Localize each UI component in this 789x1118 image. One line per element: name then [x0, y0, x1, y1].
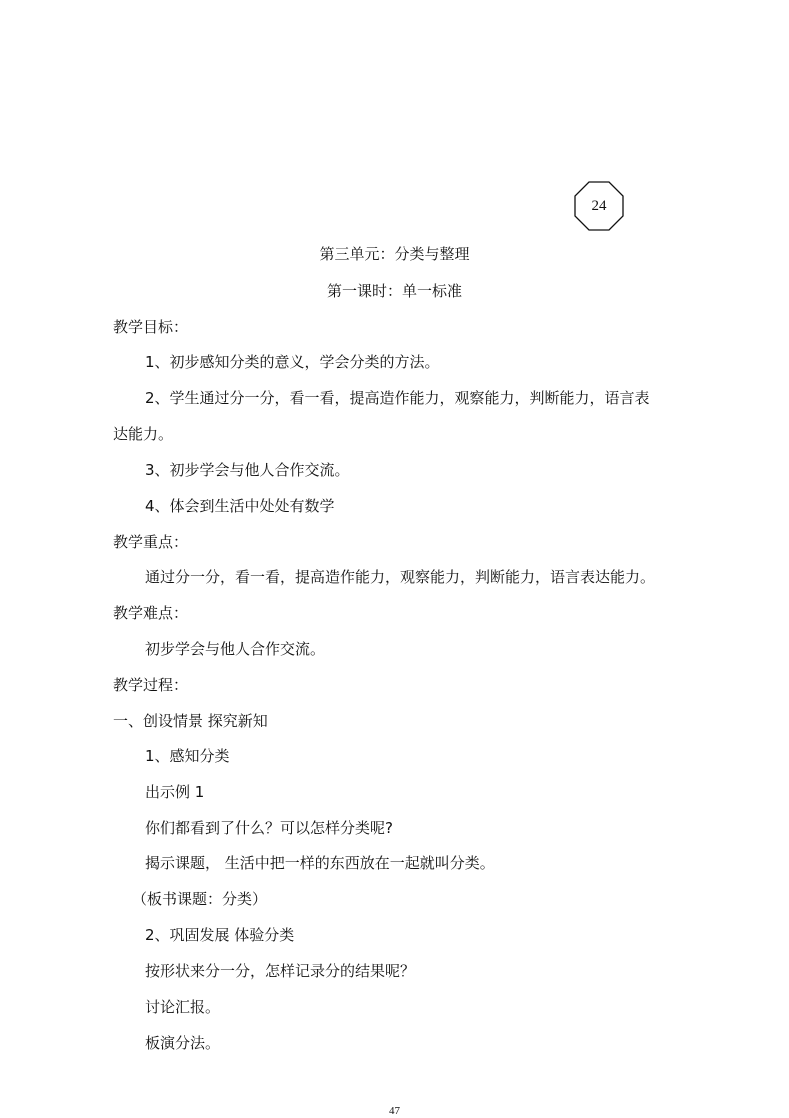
- key-points-heading: 教学重点：: [113, 533, 189, 551]
- process-line: （板书课题：分类）: [132, 890, 268, 908]
- process-line: 板演分法。: [145, 1034, 221, 1052]
- process-line: 2、巩固发展 体验分类: [145, 926, 295, 944]
- difficulties-text: 初步学会与他人合作交流。: [145, 640, 326, 658]
- process-line: 出示例 1: [145, 783, 205, 801]
- objective-item: 1、初步感知分类的意义，学会分类的方法。: [145, 353, 440, 371]
- lesson-title: 第一课时：单一标准: [326, 282, 462, 300]
- process-line: 按形状来分一分，怎样记录分的结果呢？: [145, 962, 416, 980]
- objectives-heading: 教学目标：: [113, 318, 189, 336]
- process-line: 你们都看到了什么？可以怎样分类呢?: [145, 819, 393, 837]
- objective-item: 2、学生通过分一分，看一看，提高造作能力，观察能力，判断能力，语言表: [145, 389, 650, 407]
- objective-item: 3、初步学会与他人合作交流。: [145, 461, 350, 479]
- lesson-number-badge: [574, 181, 624, 231]
- process-heading: 教学过程：: [113, 676, 189, 694]
- unit-title: 第三单元：分类与整理: [319, 245, 470, 263]
- key-points-text: 通过分一分，看一看，提高造作能力，观察能力，判断能力，语言表达能力。: [145, 568, 656, 586]
- process-line: 讨论汇报。: [145, 998, 221, 1016]
- objective-item-continuation: 达能力。: [113, 425, 174, 443]
- section-one-heading: 一、创设情景 探究新知: [113, 712, 268, 730]
- objective-item: 4、体会到生活中处处有数学: [145, 497, 335, 515]
- process-line: 1、感知分类: [145, 747, 230, 765]
- page-number: 47: [389, 1105, 400, 1117]
- difficulties-heading: 教学难点：: [113, 604, 189, 622]
- process-line: 揭示课题， 生活中把一样的东西放在一起就叫分类。: [145, 854, 495, 872]
- badge-number: 24: [591, 198, 607, 214]
